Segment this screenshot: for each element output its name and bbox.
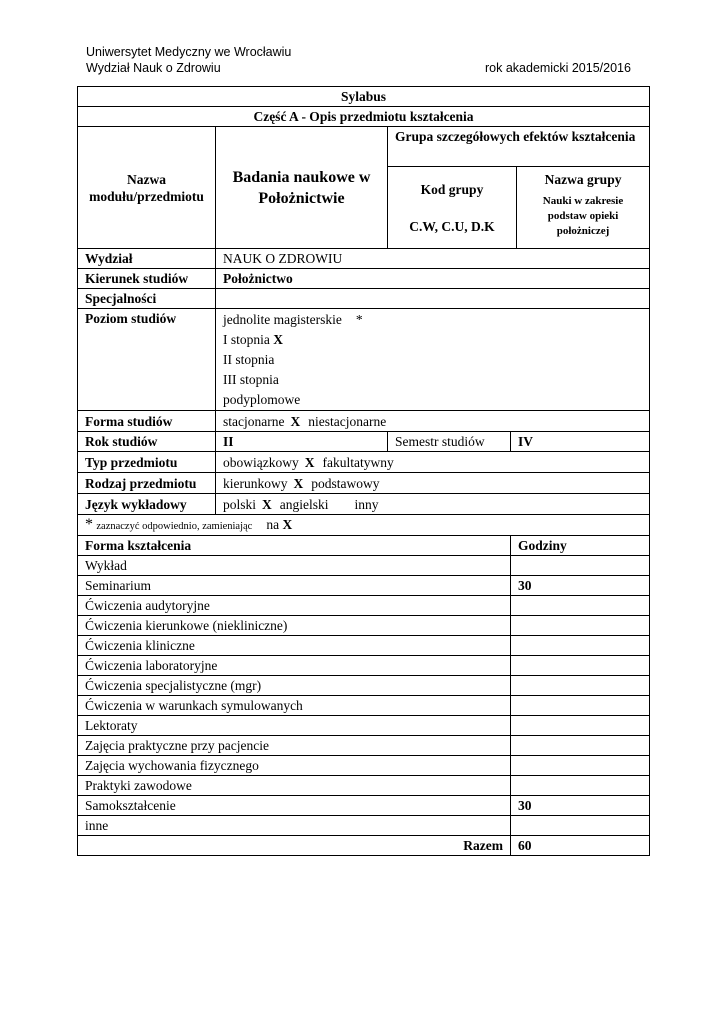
- level-label: Poziom studiów: [78, 309, 216, 411]
- academic-year: rok akademicki 2015/2016: [485, 61, 631, 75]
- hours-rows: [78, 556, 650, 836]
- hours-form-cell: Lektoraty: [78, 716, 511, 736]
- hours-form-cell: Ćwiczenia specjalistyczne (mgr): [78, 676, 511, 696]
- module-label: Nazwa modułu/przedmiotu: [78, 127, 216, 249]
- faculty-name: Wydział Nauk o Zdrowiu: [86, 61, 221, 75]
- hours-form-cell: Ćwiczenia kierunkowe (niekliniczne): [78, 616, 511, 636]
- year-value: II: [216, 432, 388, 452]
- hours-form-cell: Ćwiczenia laboratoryjne: [78, 656, 511, 676]
- type-label: Typ przedmiotu: [78, 452, 216, 473]
- total-value: 60: [511, 836, 650, 856]
- hours-value-cell: [511, 696, 650, 716]
- faculty-value: NAUK O ZDROWIU: [216, 249, 650, 269]
- note-row: * zaznaczyć odpowiednio, zamieniając na X: [78, 515, 650, 536]
- hours-value-cell: 30: [511, 796, 650, 816]
- table-row: [78, 756, 650, 776]
- kind-label: Rodzaj przedmiotu: [78, 473, 216, 494]
- field-value: Położnictwo: [216, 269, 650, 289]
- part-title: Część A - Opis przedmiotu kształcenia: [78, 107, 650, 127]
- table-row: [78, 596, 650, 616]
- semester-label: Semestr studiów: [388, 432, 511, 452]
- hours-value-cell: [511, 556, 650, 576]
- table-row: [78, 656, 650, 676]
- faculty-label: Wydział: [78, 249, 216, 269]
- syllabus-title: Sylabus: [78, 87, 650, 107]
- module-name: Badania naukowe w Położnictwie: [216, 127, 388, 249]
- year-label: Rok studiów: [78, 432, 216, 452]
- hours-value-cell: [511, 716, 650, 736]
- field-label: Kierunek studiów: [78, 269, 216, 289]
- level-option: jednolite magisterskie *: [223, 312, 363, 327]
- specialty-label: Specjalności: [78, 289, 216, 309]
- table-row: [78, 796, 650, 816]
- hours-form-cell: Ćwiczenia kliniczne: [78, 636, 511, 656]
- hours-value-cell: [511, 656, 650, 676]
- hours-form-cell: Zajęcia praktyczne przy pacjencie: [78, 736, 511, 756]
- hours-form-cell: Ćwiczenia audytoryjne: [78, 596, 511, 616]
- col-form-header: Forma kształcenia: [78, 536, 511, 556]
- level-option: podyplomowe: [223, 392, 301, 407]
- form-value: stacjonarne X niestacjonarne: [216, 411, 650, 432]
- lang-value: polski X angielski inny: [216, 494, 650, 515]
- hours-value-cell: [511, 636, 650, 656]
- form-label: Forma studiów: [78, 411, 216, 432]
- group-name-label: Nazwa grupy: [544, 172, 622, 187]
- table-row: [78, 816, 650, 836]
- hours-value-cell: [511, 776, 650, 796]
- hours-value-cell: [511, 616, 650, 636]
- hours-form-cell: inne: [78, 816, 511, 836]
- group-code: C.W, C.U, D.K: [409, 218, 495, 234]
- hours-value-cell: [511, 596, 650, 616]
- hours-form-cell: Wykład: [78, 556, 511, 576]
- col-hours-header: Godziny: [511, 536, 650, 556]
- hours-form-cell: Seminarium: [78, 576, 511, 596]
- hours-value-cell: [511, 736, 650, 756]
- type-value: obowiązkowy X fakultatywny: [216, 452, 650, 473]
- kind-value: kierunkowy X podstawowy: [216, 473, 650, 494]
- group-code-label: Kod grupy: [420, 181, 484, 197]
- table-row: [78, 736, 650, 756]
- table-row: [78, 696, 650, 716]
- university-name: Uniwersytet Medyczny we Wrocławiu: [86, 45, 292, 59]
- level-option: I stopnia X: [223, 332, 283, 347]
- table-row: [78, 716, 650, 736]
- hours-form-cell: Zajęcia wychowania fizycznego: [78, 756, 511, 776]
- total-label: Razem: [78, 836, 511, 856]
- table-row: [78, 556, 650, 576]
- syllabus-table: [77, 86, 650, 856]
- level-option: II stopnia: [223, 352, 275, 367]
- hours-form-cell: Samokształcenie: [78, 796, 511, 816]
- semester-value: IV: [511, 432, 650, 452]
- group-name-cell: [517, 167, 650, 249]
- table-row: [78, 676, 650, 696]
- hours-value-cell: [511, 756, 650, 776]
- hours-value-cell: 30: [511, 576, 650, 596]
- level-option: III stopnia: [223, 372, 279, 387]
- table-row: [78, 636, 650, 656]
- hours-form-cell: Ćwiczenia w warunkach symulowanych: [78, 696, 511, 716]
- group-code-cell: [388, 167, 517, 249]
- group-name: Nauki w zakresie podstaw opieki położniczej: [542, 195, 624, 237]
- group-effects-label: Grupa szczegółowych efektów kształcenia: [388, 127, 650, 167]
- specialty-value: [216, 289, 650, 309]
- table-row: [78, 776, 650, 796]
- hours-value-cell: [511, 676, 650, 696]
- table-row: [78, 576, 650, 596]
- hours-value-cell: [511, 816, 650, 836]
- hours-form-cell: Praktyki zawodowe: [78, 776, 511, 796]
- level-options: [216, 309, 650, 411]
- lang-label: Język wykładowy: [78, 494, 216, 515]
- table-row: [78, 616, 650, 636]
